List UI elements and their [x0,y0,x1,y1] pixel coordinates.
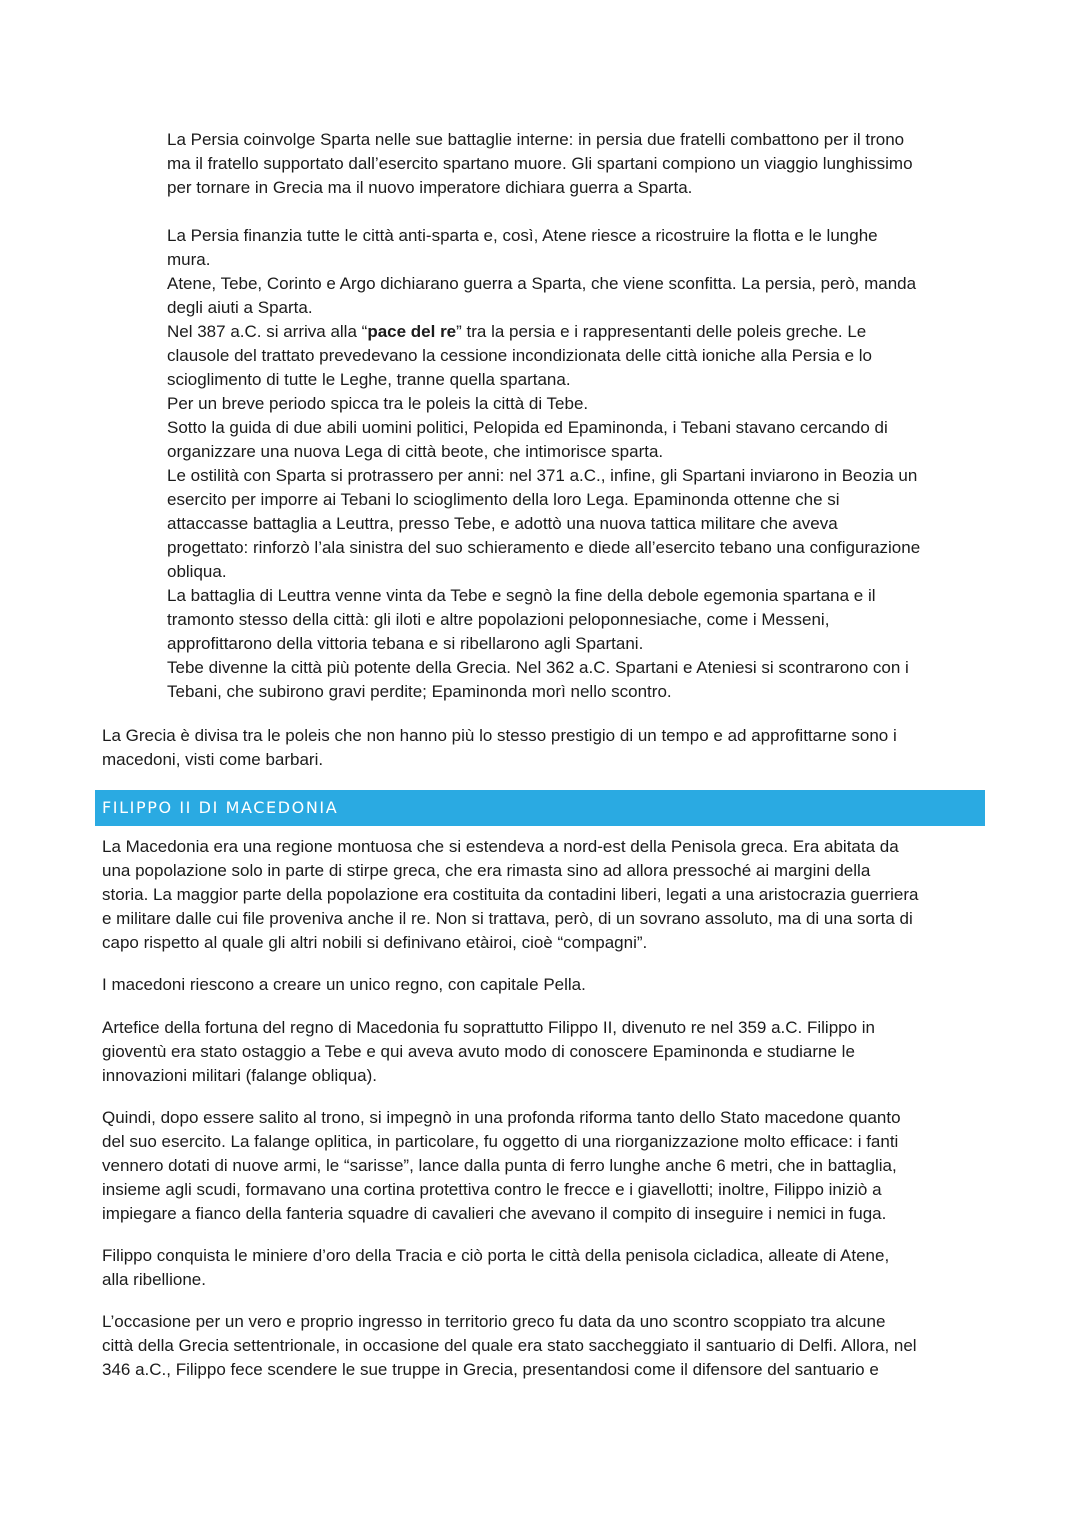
text-line: L’occasione per un vero e proprio ingresso in territorio greco fu data da uno scontro scoppiato tra alcune [102,1312,886,1331]
text-line: La Persia finanzia tutte le città anti-sparta e, così, Atene riesce a ricostruire la flotta e le lunghe [167,226,878,245]
paragraph-persia-finanzia [167,224,920,704]
text-line: La Persia coinvolge Sparta nelle sue battaglie interne: in persia due fratelli combattono per il trono [167,130,905,149]
text-line: insieme agli scudi, formavano una cortina protettiva contro le frecce e i giavellotti; inoltre, Filippo iniziò a [102,1180,882,1199]
paragraph-grecia-divisa [102,724,897,772]
text-line: Atene, Tebe, Corinto e Argo dichiarano guerra a Sparta, che viene sconfitta. La persia, però, manda [167,274,917,293]
text-line: La Macedonia era una regione montuosa che si estendeva a nord-est della Penisola greca. Era abitata da [102,837,899,856]
text-line: Artefice della fortuna del regno di Macedonia fu soprattutto Filippo II, divenuto re nel 359 a.C. Filippo in [102,1018,876,1037]
paragraph-miniere-tracia [102,1244,889,1292]
text-line: Filippo conquista le miniere d’oro della Tracia e ciò porta le città della penisola cicladica, alleate di Atene, [102,1246,890,1265]
text-line: Tebe divenne la città più potente della Grecia. Nel 362 a.C. Spartani e Ateniesi si scontrarono con i [167,658,909,677]
text-line: capo rispetto al quale gli altri nobili si definivano etàiroi, cioè “compagni”. [102,933,648,952]
text-line: Quindi, dopo essere salito al trono, si impegnò in una profonda riforma tanto dello Stato macedone quanto [102,1108,901,1127]
paragraph-regno-pella [102,973,586,997]
peace-bold: pace del re [367,322,457,341]
text-line: città della Grecia settentrionale, in occasione del quale era stato saccheggiato il santuario di Delfi. Allora, nel [102,1336,917,1355]
text-line: Le ostilità con Sparta si protrassero per anni: nel 371 a.C., infine, gli Spartani inviarono in Beozia un [167,466,918,485]
paragraph-filippo-ii [102,1016,875,1088]
text-line: alla ribellione. [102,1270,206,1289]
text-line: del suo esercito. La falange oplitica, in particolare, fu oggetto di una riorganizzazione molto efficace: i fanti [102,1132,899,1151]
text-line: ma il fratello supportato dall’esercito spartano muore. Gli spartani compiono un viaggio lunghissimo [167,154,913,173]
text-line: La battaglia di Leuttra venne vinta da Tebe e segnò la fine della debole egemonia spartana e il [167,586,876,605]
text-line: per tornare in Grecia ma il nuovo imperatore dichiara guerra a Sparta. [167,178,693,197]
text-line-peace [167,320,920,344]
text-line: esercito per imporre ai Tebani lo scioglimento della loro Lega. Epaminonda ottenne che si [167,490,840,509]
text-line: innovazioni militari (falange obliqua). [102,1066,377,1085]
text-line: Per un breve periodo spicca tra le poleis la città di Tebe. [167,394,589,413]
paragraph-persia-sparta [167,128,913,200]
text-line: macedoni, visti come barbari. [102,750,324,769]
text-line: organizzare una nuova Lega di città beote, che intimorisce sparta. [167,442,664,461]
text-line: Sotto la guida di due abili uomini politici, Pelopida ed Epaminonda, i Tebani stavano cercando di [167,418,888,437]
text-line: impiegare a fianco della fanteria squadre di cavalieri che avevano il compito di inseguire i nemici in fuga. [102,1204,887,1223]
peace-prefix: Nel 387 a.C. si arriva alla “ [167,322,368,341]
text-line: I macedoni riescono a creare un unico regno, con capitale Pella. [102,975,586,994]
paragraph-delfi [102,1310,917,1382]
section-heading-bar [95,790,985,826]
text-line: e militare dalle cui file proveniva anche il re. Non si trattava, però, di un sovrano assoluto, ma di una sorta di [102,909,913,928]
peace-suffix: ” tra la persia e i rappresentanti delle poleis greche. Le [456,322,867,341]
text-line: una popolazione solo in parte di stirpe greca, che era rimasta sino ad allora pressoché ai margini della [102,861,871,880]
text-line: storia. La maggior parte della popolazione era costituita da contadini liberi, legati a una aristocrazia guerriera [102,885,919,904]
text-line: obliqua. [167,562,227,581]
text-line: attaccasse battaglia a Leuttra, presso Tebe, e adottò una nuova tattica militare che aveva [167,514,838,533]
text-line: gioventù era stato ostaggio a Tebe e qui aveva avuto modo di conoscere Epaminonda e studiarne le [102,1042,855,1061]
section-heading-title: FILIPPO II DI MACEDONIA [102,798,339,817]
text-line: mura. [167,250,211,269]
text-line: tramonto stesso della città: gli iloti e altre popolazioni peloponnesiache, come i Messeni, [167,610,830,629]
text-line: progettato: rinforzò l’ala sinistra del suo schieramento e diede all’esercito tebano una configurazione [167,538,921,557]
text-line: La Grecia è divisa tra le poleis che non hanno più lo stesso prestigio di un tempo e ad approfittarne sono i [102,726,897,745]
text-line: 346 a.C., Filippo fece scendere le sue truppe in Grecia, presentandosi come il difensore del santuario e [102,1360,879,1379]
text-line: scioglimento di tutte le Leghe, tranne quella spartana. [167,370,571,389]
text-line: clausole del trattato prevedevano la cessione incondizionata delle città ioniche alla Persia e lo [167,346,872,365]
paragraph-macedonia [102,835,918,955]
text-line: vennero dotati di nuove armi, le “sarisse”, lance dalla punta di ferro lunghe anche 6 metri, che in battaglia, [102,1156,897,1175]
paragraph-riforma [102,1106,901,1226]
text-line: degli aiuti a Sparta. [167,298,313,317]
text-line: Tebani, che subirono gravi perdite; Epaminonda morì nello scontro. [167,682,672,701]
text-line: approfittarono della vittoria tebana e si ribellarono agli Spartani. [167,634,644,653]
